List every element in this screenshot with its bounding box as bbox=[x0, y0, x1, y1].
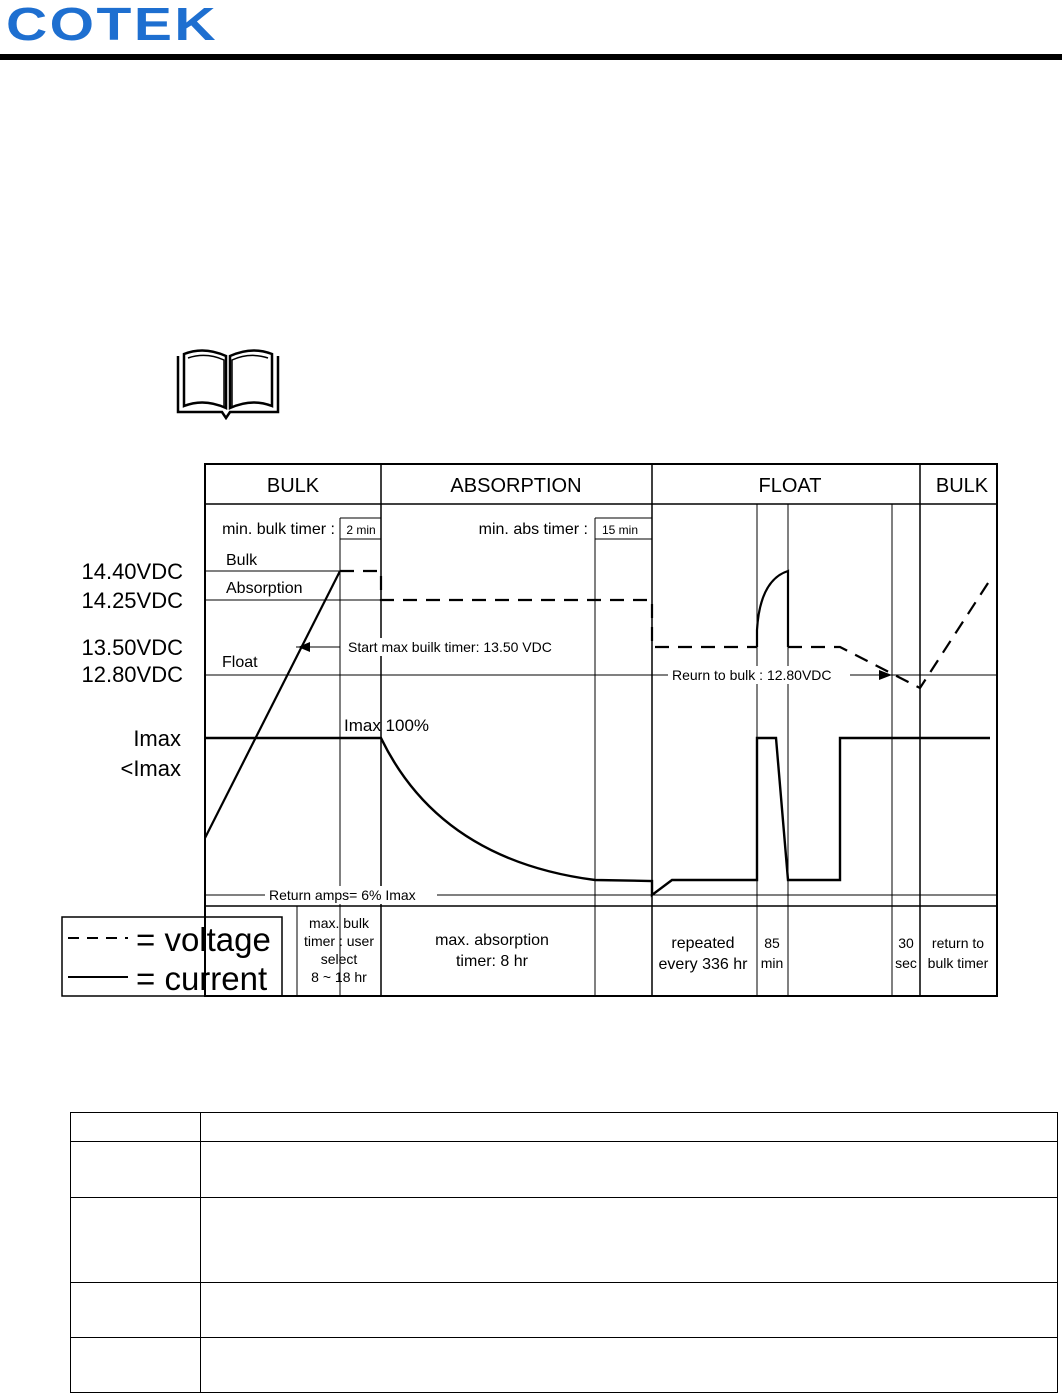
voltage-label-1280: 12.80VDC bbox=[81, 662, 183, 687]
table-cell bbox=[201, 1283, 1058, 1338]
current-label-imax: Imax bbox=[133, 726, 181, 751]
current-curve bbox=[205, 738, 990, 895]
phase-bulk-label: BULK bbox=[266, 475, 320, 497]
start-max-bulk-annotation: Start max builk timer: 13.50 VDC bbox=[348, 639, 552, 655]
table-cell bbox=[71, 1142, 201, 1198]
max-absorption-line2: timer: 8 hr bbox=[455, 953, 529, 970]
table-cell bbox=[201, 1142, 1058, 1198]
return-to-bulk-annotation: Reurn to bulk : 12.80VDC bbox=[672, 667, 832, 683]
legend-voltage-label: = voltage bbox=[136, 921, 271, 958]
min-bulk-timer-label: min. bulk timer : bbox=[222, 521, 335, 538]
imax-annotation: Imax 100% bbox=[344, 716, 430, 735]
sec30-line1: 30 bbox=[898, 935, 914, 951]
table-cell bbox=[71, 1198, 201, 1283]
min-bulk-timer-value: 2 min bbox=[346, 523, 376, 537]
min85-line2: min bbox=[760, 955, 784, 971]
max-bulk-line3: select bbox=[320, 951, 358, 967]
stage-float-label: Float bbox=[222, 654, 258, 671]
voltage-label-1440: 14.40VDC bbox=[81, 559, 183, 584]
header-rule bbox=[0, 54, 1062, 60]
phase-bulk2-label: BULK bbox=[935, 475, 989, 497]
phase-float-label: FLOAT bbox=[758, 475, 822, 497]
table-row bbox=[71, 1113, 1058, 1142]
max-bulk-line1: max. bulk bbox=[309, 915, 369, 931]
table-row bbox=[71, 1338, 1058, 1393]
repeated-line2: every 336 hr bbox=[658, 956, 748, 973]
table-cell bbox=[201, 1198, 1058, 1283]
min85-line1: 85 bbox=[764, 935, 780, 951]
book-icon bbox=[174, 348, 282, 420]
table-cell bbox=[201, 1338, 1058, 1393]
table-row bbox=[71, 1198, 1058, 1283]
phase-absorption-label: ABSORPTION bbox=[450, 475, 582, 497]
max-bulk-line2: timer : user bbox=[303, 933, 375, 949]
voltage-label-1350: 13.50VDC bbox=[81, 635, 183, 660]
voltage-label-1425: 14.25VDC bbox=[81, 588, 183, 613]
table-cell bbox=[71, 1338, 201, 1393]
table-cell bbox=[71, 1113, 201, 1142]
min-abs-timer-value: 15 min bbox=[601, 523, 639, 537]
table-row bbox=[71, 1142, 1058, 1198]
table-cell bbox=[201, 1113, 1058, 1142]
current-label-below-imax: <Imax bbox=[120, 756, 181, 781]
return-timer-line2: bulk timer bbox=[927, 955, 989, 971]
charging-diagram bbox=[0, 440, 1062, 1010]
stage-absorption-label: Absorption bbox=[226, 580, 303, 597]
return-timer-line1: return to bbox=[931, 935, 985, 951]
max-absorption-line1: max. absorption bbox=[435, 932, 549, 949]
return-amps-annotation: Return amps= 6% Imax bbox=[269, 887, 416, 903]
min-abs-timer-label: min. abs timer : bbox=[478, 521, 588, 538]
table-row bbox=[71, 1283, 1058, 1338]
spec-table bbox=[70, 1112, 1058, 1393]
cotek-logo bbox=[6, 4, 221, 44]
logo-text: COTEK bbox=[6, 4, 218, 44]
sec30-line2: sec bbox=[895, 955, 917, 971]
table-cell bbox=[71, 1283, 201, 1338]
max-bulk-line4: 8 ~ 18 hr bbox=[311, 969, 367, 985]
repeated-line1: repeated bbox=[671, 935, 735, 952]
stage-bulk-label: Bulk bbox=[226, 552, 258, 569]
legend-current-label: = current bbox=[136, 960, 268, 997]
